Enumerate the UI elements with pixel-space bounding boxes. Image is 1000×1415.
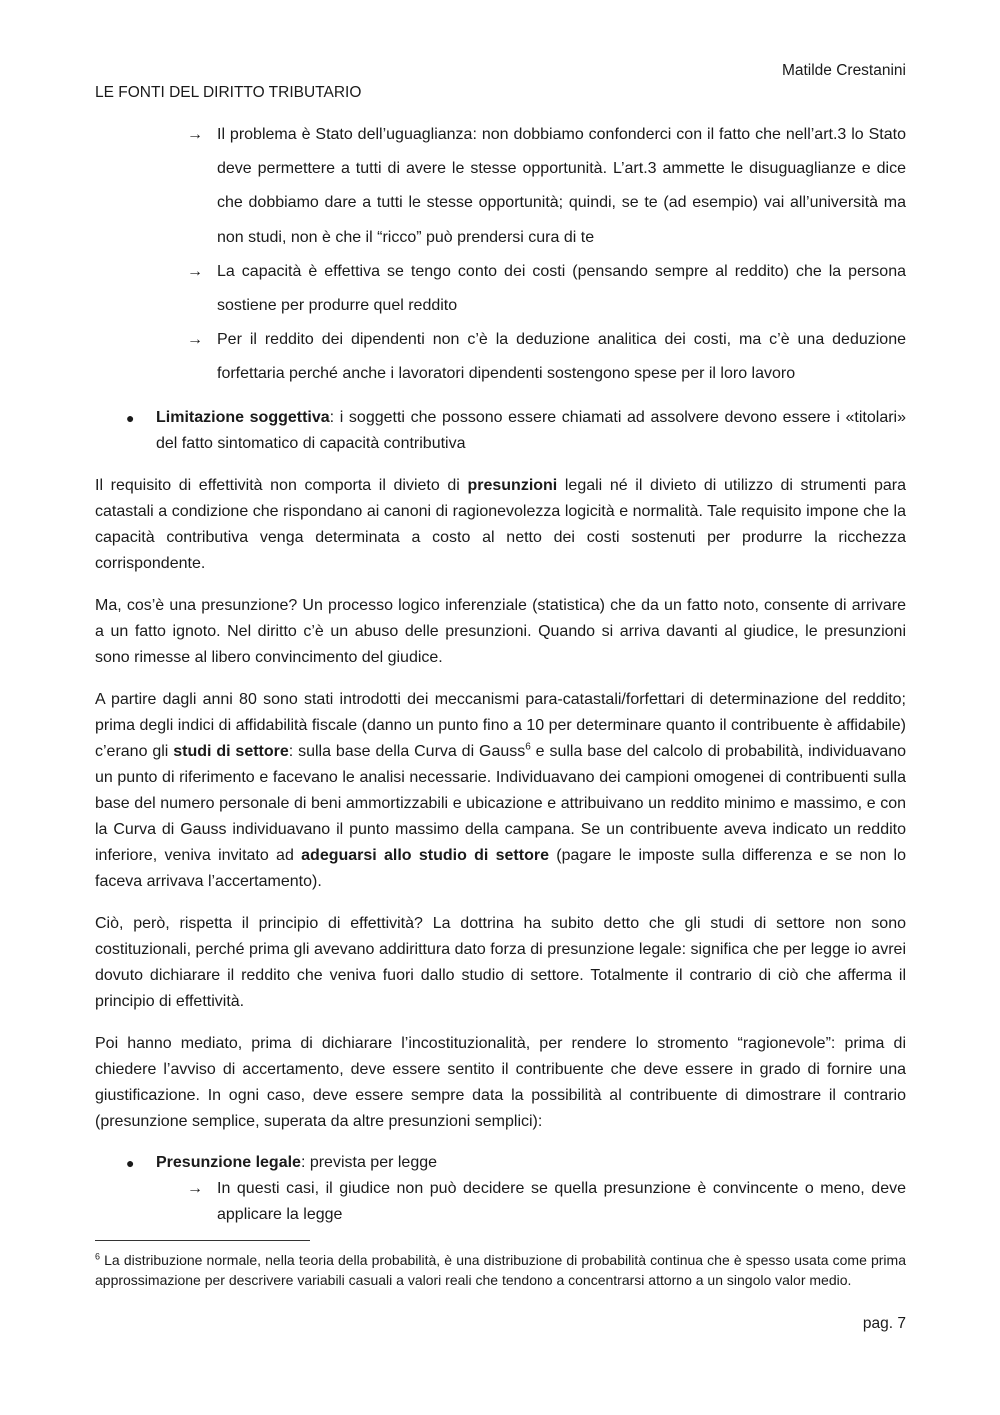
footnote-text: La distribuzione normale, nella teoria della probabilità, è una distribuzione di probabilità continua che è spesso usata come prima approssimazione per descrivere variabili casuali a valori reali che tendono a concentrarsi attorno a un singolo valor medio. (95, 1252, 906, 1288)
bullet-text: : i soggetti che possono essere chiamati ad assolvere devono essere i «titolari» del fatto sintomatico di capacità contributiva (156, 408, 906, 452)
footnote-separator (95, 1240, 310, 1241)
paragraph: Ciò, però, rispetta il principio di effettività? La dottrina ha subito detto che gli studi di settore non sono costituzionali, perché prima gli avevano addirittura dato forza di presunzione legale: significa che per legge io avrei dovuto dichiarare il reddito che veniva fuori dallo studio di settore. Totalmente il contrario di ciò che afferma il principio di effettività. (95, 914, 906, 1010)
bullet-text: : prevista per legge (300, 1153, 438, 1171)
arrow-icon: → (187, 331, 203, 349)
arrow-list-item (95, 323, 906, 391)
bullet-term: Presunzione legale (156, 1153, 301, 1171)
header-title: LE FONTI DEL DIRITTO TRIBUTARIO (95, 84, 362, 101)
bullet-list-item (95, 405, 906, 457)
header-author: Matilde Crestanini (781, 62, 906, 79)
footnote (95, 1250, 906, 1290)
bullet-icon: ● (126, 409, 135, 426)
bold-term: presunzioni (467, 476, 558, 494)
paragraph: Il requisito di effettività non comporta il divieto di presunzioni legali né il divieto di utilizzo di strumenti para catastali a condizione che rispondano ai canoni di ragionevolezza logicità e normalità. Tale requisito impone che la capacità contributiva venga determinata a costo al netto dei costi sostenuti per produrre la ricchezza corrispondente. (95, 476, 906, 572)
arrow-icon: → (187, 1179, 203, 1197)
footnote-number: 6 (95, 1251, 101, 1262)
arrow-item-text: In questi casi, il giudice non può decidere se quella presunzione è convincente o meno, deve applicare la legge (217, 1179, 906, 1223)
bold-term: studi di settore (173, 742, 289, 760)
arrow-list-item (95, 118, 906, 255)
arrow-icon: → (187, 262, 203, 280)
bullet-list-item (95, 1150, 906, 1176)
bullet-term: Limitazione soggettiva (156, 408, 330, 426)
body-content (95, 118, 906, 1228)
bullet-icon: ● (126, 1154, 135, 1171)
page-number: pag. 7 (862, 1315, 906, 1332)
paragraph: Ma, cos’è una presunzione? Un processo logico inferenziale (statistica) che da un fatto noto, consente di arrivare a un fatto ignoto. Nel diritto c’è un abuso delle presunzioni. Quando si arriva davanti al giudice, le presunzioni sono rimesse al libero convincimento del giudice. (95, 596, 906, 666)
paragraph: Poi hanno mediato, prima di dichiarare l’incostituzionalità, per rendere lo stromento “ragionevole”: prima di chiedere l’avviso di accertamento, deve essere sentito il contribuente che deve essere in grado di fornire una giustificazione. In ogni caso, deve essere sempre data la possibilità al contribuente di dimostrare il contrario (presunzione semplice, superata da altre presunzioni semplici): (95, 1034, 906, 1130)
arrow-item-text: La capacità è effettiva se tengo conto dei costi (pensando sempre al reddito) che la persona sostiene per produrre quel reddito (217, 262, 906, 315)
bold-term: adeguarsi allo studio di settore (301, 846, 549, 864)
paragraph: A partire dagli anni 80 sono stati introdotti dei meccanismi para-catastali/forfettari di determinazione del reddito; prima degli indici di affidabilità fiscale (danno un punto fino a 10 per determinare quanto il contribuente è affidabile) c’erano gli studi di settore: sulla base della Curva di Gauss$^6$ e sulla base del calcolo di probabilità, individuavano un punto di riferimento e facevano le analisi necessarie. Individuavano dei campioni omogenei di contribuenti sulla base del numero personale di beni ammortizzabili e ubicazione e attribuivano un reddito minimo e massimo, e con la Curva di Gauss individuavano il punto massimo della campana. Se un contribuente aveva indicato un reddito inferiore, veniva invitato ad adeguarsi allo studio di settore (pagare le imposte sulla differenza e se non lo faceva arrivava l’accertamento). (95, 690, 907, 890)
arrow-list-item (95, 1176, 906, 1228)
arrow-item-text: Il problema è Stato dell’uguaglianza: non dobbiamo confonderci con il fatto che nell’art.3 lo Stato deve permettere a tutti di avere le stesse opportunità. L’art.3 ammette le disuguaglianze e dice che dobbiamo dare a tutti le stesse opportunità; quindi, se te (ad esempio) vai all’università ma non studi, non è che il “ricco” può prendersi cura di te (217, 126, 906, 246)
arrow-list-item (95, 255, 906, 323)
arrow-icon: → (187, 126, 203, 143)
arrow-item-text: Per il reddito dei dipendenti non c’è la deduzione analitica dei costi, ma c’è una deduzione forfettaria perché anche i lavoratori dipendenti sostengono spese per il loro lavoro (217, 331, 906, 383)
footnote-ref[interactable]: 6 (525, 741, 531, 753)
